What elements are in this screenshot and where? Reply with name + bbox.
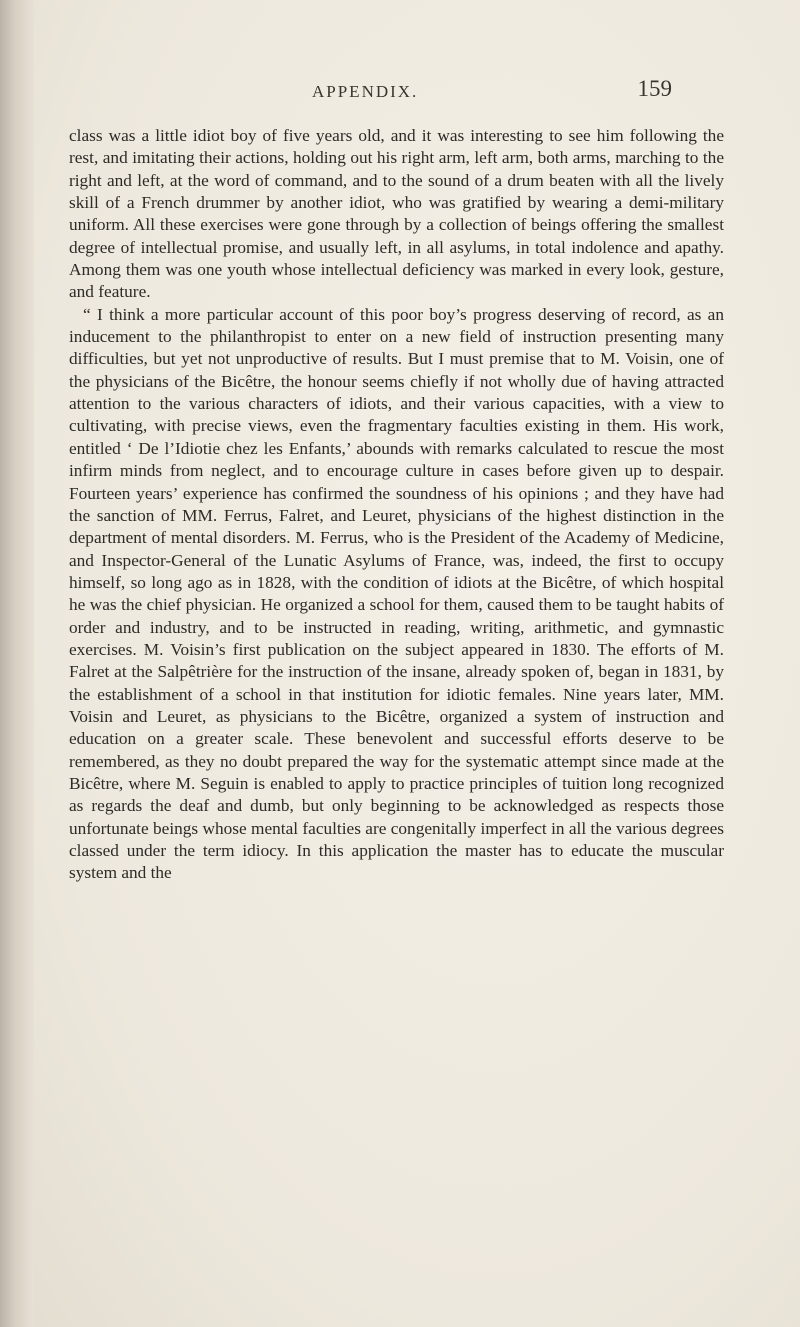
body-text: [69, 125, 724, 885]
book-spine-shadow: [0, 0, 34, 1327]
running-head: APPENDIX.: [312, 82, 419, 101]
paragraph-2: “ I think a more particular account of this poor boy’s progress deserving of record, as an inducement to the philanthropist to enter on a new field of instruction presenting many difficulties, but yet not unproductive of results. But I must premise that to M. Voisin, one of the physicians of the Bicêtre, the honour seems chiefly if not wholly due of having attracted attention to the various characters of idiots, and their various capacities, with a view to cultivating, with precise views, even the fragmentary faculties existing in them. His work, entitled ‘ De l’Idiotie chez les Enfants,’ abounds with remarks calculated to rescue the most infirm minds from neglect, and to encourage culture in cases before given up to despair. Fourteen years’ experience has confirmed the soundness of his opinions ; and they have had the sanction of MM. Ferrus, Falret, and Leuret, physicians of the highest distinction in the department of mental disorders. M. Ferrus, who is the President of the Academy of Medicine, and Inspector-General of the Lunatic Asylums of France, was, indeed, the first to occupy himself, so long ago as in 1828, with the condition of idiots at the Bicêtre, of which hospital he was the chief physician. He organized a school for them, caused them to be taught habits of order and industry, and to be instructed in reading, writing, arithmetic, and gymnastic exercises. M. Voisin’s first publication on the subject appeared in 1830. The efforts of M. Falret at the Salpêtrière for the instruction of the insane, already spoken of, began in 1831, by the establishment of a school in that institution for idiotic females. Nine years later, MM. Voisin and Leuret, as physicians to the Bicêtre, organized a system of instruction and education on a greater scale. These benevolent and successful efforts deserve to be remembered, as they no doubt prepared the way for the systematic attempt since made at the Bicêtre, where M. Seguin is enabled to apply to practice principles of tuition long recognized as regards the deaf and dumb, but only beginning to be acknowledged as respects those unfortunate beings whose mental faculties are congenitally imperfect in all the various degrees classed under the term idiocy. In this application the master has to educate the muscular system and the: [69, 304, 724, 883]
paragraph-1: class was a little idiot boy of five years old, and it was interesting to see him following the rest, and imitating their actions, holding out his right arm, left arm, both arms, marching to the right and left, at the word of command, and to the sound of a drum beaten with all the lively skill of a French drummer by another idiot, who was gratified by wearing a demi-military uniform. All these exercises were gone through by a collection of beings offering the smallest degree of intellectual promise, and usually left, in all asylums, in total indolence and apathy. Among them was one youth whose intellectual deficiency was marked in every look, gesture, and feature.: [69, 126, 724, 302]
page-header: [312, 76, 672, 108]
page-number: 159: [637, 76, 672, 101]
